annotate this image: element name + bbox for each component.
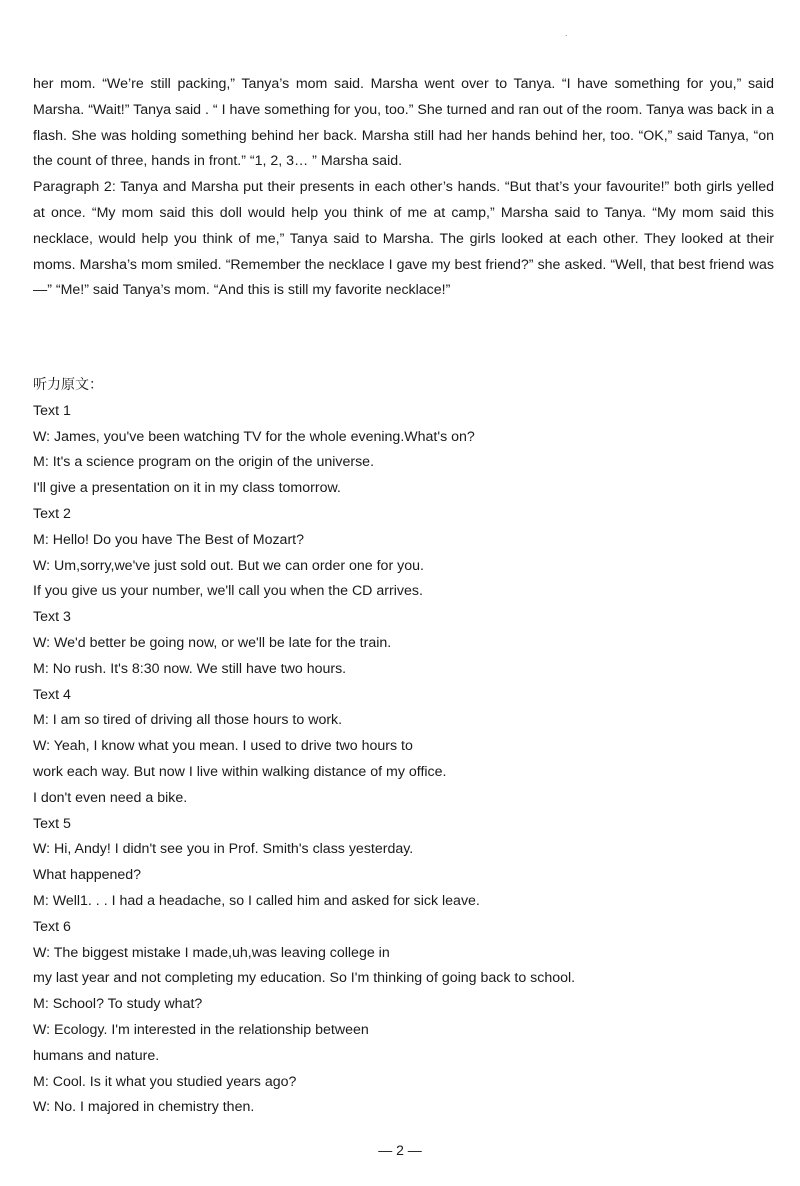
transcript-line: M: School? To study what? <box>33 996 203 1013</box>
transcript-line: M: It's a science program on the origin of the universe. <box>33 454 375 471</box>
transcript-line: W: Yeah, I know what you mean. I used to drive two hours to <box>33 738 413 755</box>
page-number: — 2 — <box>378 1142 422 1158</box>
transcript-line: I'll give a presentation on it in my class tomorrow. <box>33 480 341 497</box>
reading-passage <box>33 72 774 304</box>
transcript-line: I don't even need a bike. <box>33 789 188 806</box>
transcript-line: What happened? <box>33 867 142 884</box>
text-5-title: Text 5 <box>33 815 71 832</box>
corner-mark: . <box>565 28 568 38</box>
transcript-line: W: Ecology. I'm interested in the relationship between <box>33 1021 369 1038</box>
transcript-line: M: No rush. It's 8:30 now. We still have two hours. <box>33 660 347 677</box>
transcript-line: work each way. But now I live within walking distance of my office. <box>33 763 447 780</box>
paragraph-2: Paragraph 2: Tanya and Marsha put their presents in each other’s hands. “But that’s your favourite!” both girls yelled at once. “My mom said this doll would help you think of me at camp,” Marsha said to Tanya. “My mom said this necklace, would help you think of me,” Tanya said to Marsha. The girls looked at each other. They looked at their moms. Marsha’s mom smiled. “Remember the necklace I gave my best friend?” she asked. “Well, that best friend was—” “Me!” said Tanya’s mom. “And this is still my favorite necklace!” <box>33 179 774 299</box>
text-3-title: Text 3 <box>33 609 71 626</box>
listening-transcript <box>33 373 773 1121</box>
transcript-line: W: James, you've been watching TV for the whole evening.What's on? <box>33 428 475 445</box>
text-6-title: Text 6 <box>33 918 71 935</box>
transcript-line: M: Hello! Do you have The Best of Mozart? <box>33 531 305 548</box>
transcript-line: W: We'd better be going now, or we'll be late for the train. <box>33 634 392 651</box>
listening-heading: 听力原文： <box>33 377 103 393</box>
transcript-line: W: Hi, Andy! I didn't see you in Prof. Smith's class yesterday. <box>33 841 414 858</box>
transcript-line: M: I am so tired of driving all those hours to work. <box>33 712 343 729</box>
transcript-line: W: The biggest mistake I made,uh,was leaving college in <box>33 944 390 961</box>
text-1-title: Text 1 <box>33 402 71 419</box>
transcript-line: humans and nature. <box>33 1047 160 1064</box>
transcript-line: If you give us your number, we'll call you when the CD arrives. <box>33 583 423 600</box>
text-2-title: Text 2 <box>33 505 71 522</box>
transcript-line: W: Um,sorry,we've just sold out. But we can order one for you. <box>33 557 424 574</box>
transcript-line: my last year and not completing my education. So I'm thinking of going back to school. <box>33 970 576 987</box>
text-4-title: Text 4 <box>33 686 71 703</box>
transcript-line: W: No. I majored in chemistry then. <box>33 1099 255 1116</box>
transcript-line: M: Well1. . . I had a headache, so I called him and asked for sick leave. <box>33 892 480 909</box>
transcript-line: M: Cool. Is it what you studied years ago? <box>33 1073 297 1090</box>
paragraph-1: her mom. “We’re still packing,” Tanya’s mom said. Marsha went over to Tanya. “I have something for you,” said Marsha. “Wait!” Tanya said . “ I have something for you, too.” She turned and ran out of the room. Tanya was back in a flash. She was holding something behind her back. Marsha still had her hands behind her, too. “OK,” said Tanya, “on the count of three, hands in front.” “1, 2, 3… ” Marsha said. <box>33 76 774 170</box>
